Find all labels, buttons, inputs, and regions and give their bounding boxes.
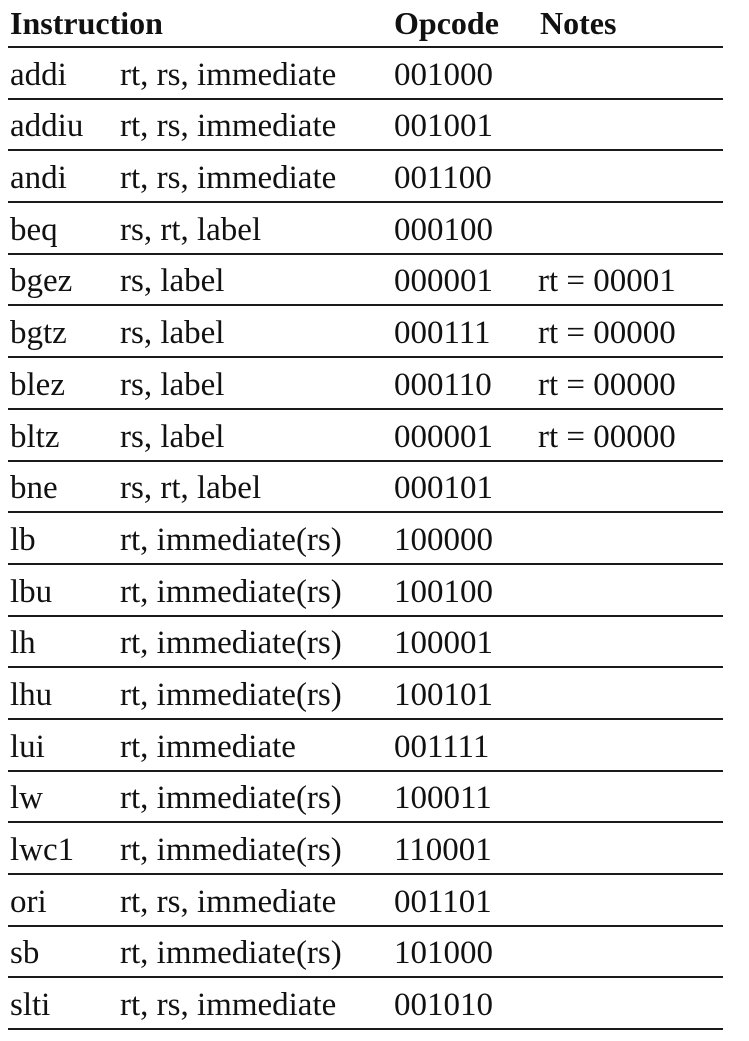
instruction-mnemonic: lb <box>10 521 36 558</box>
instruction-mnemonic: bgez <box>10 263 73 300</box>
opcode-value: 000101 <box>394 470 493 507</box>
instruction-operands: rt, immediate(rs) <box>120 832 342 868</box>
instruction-mnemonic: lui <box>10 728 45 765</box>
table-row <box>8 772 723 824</box>
instruction-operands: rt, rs, immediate <box>120 56 337 93</box>
instruction-operands: rt, rs, immediate <box>120 108 337 145</box>
table-row <box>8 358 723 410</box>
opcode-value: 001000 <box>394 56 493 93</box>
opcode-value: 001001 <box>394 108 493 145</box>
opcode-value: 001010 <box>394 987 493 1024</box>
instruction-operands: rs, label <box>120 315 225 352</box>
instruction-mnemonic: lwc1 <box>10 832 75 868</box>
instruction-mnemonic: ori <box>10 883 47 920</box>
opcode-value: 100100 <box>394 573 493 610</box>
opcode-value: 100001 <box>394 625 493 662</box>
table-row <box>8 513 723 565</box>
table-row <box>8 462 723 514</box>
opcode-value: 100101 <box>394 676 493 713</box>
opcode-value: 000001 <box>394 263 493 300</box>
instruction-mnemonic: andi <box>10 160 67 197</box>
opcode-value: 000110 <box>394 366 492 403</box>
notes-value: rt = 00000 <box>538 315 676 352</box>
instruction-operands: rt, rs, immediate <box>120 883 337 920</box>
opcode-value: 110001 <box>394 832 492 868</box>
table-row <box>8 48 723 100</box>
opcode-value: 100000 <box>394 521 493 558</box>
instruction-mnemonic: blez <box>10 366 65 403</box>
notes-value: rt = 00000 <box>538 418 676 455</box>
opcode-value: 100011 <box>394 780 492 817</box>
header-opcode: Opcode <box>394 5 499 41</box>
table-row <box>8 668 723 720</box>
table-row <box>8 823 723 875</box>
opcode-value: 001111 <box>394 728 490 765</box>
instruction-operands: rs, rt, label <box>120 211 262 248</box>
instruction-mnemonic: bltz <box>10 418 60 455</box>
table-row <box>8 565 723 617</box>
notes-value: rt = 00000 <box>538 366 676 403</box>
header-instruction: Instruction <box>10 5 163 41</box>
table-row <box>8 875 723 927</box>
notes-value: rt = 00001 <box>538 263 676 300</box>
table-row <box>8 203 723 255</box>
instruction-operands: rs, rt, label <box>120 470 262 507</box>
instruction-mnemonic: sb <box>10 935 40 972</box>
instruction-mnemonic: bgtz <box>10 315 67 352</box>
instruction-operands: rt, immediate(rs) <box>120 625 342 662</box>
instruction-operands: rs, label <box>120 366 225 403</box>
opcode-value: 000100 <box>394 211 493 248</box>
table-row <box>8 306 723 358</box>
opcode-value: 101000 <box>394 935 493 972</box>
instruction-operands: rt, rs, immediate <box>120 987 337 1024</box>
instruction-mnemonic: lw <box>10 780 43 817</box>
instruction-operands: rs, label <box>120 263 225 300</box>
instruction-mnemonic: slti <box>10 987 51 1024</box>
table-row <box>8 255 723 307</box>
instruction-mnemonic: addiu <box>10 108 84 145</box>
instruction-mnemonic: beq <box>10 211 58 248</box>
opcode-value: 000111 <box>394 315 491 352</box>
instruction-operands: rt, immediate(rs) <box>120 521 342 558</box>
instruction-mnemonic: bne <box>10 470 58 507</box>
instruction-operands: rs, label <box>120 418 225 455</box>
instruction-mnemonic: addi <box>10 56 67 93</box>
instruction-operands: rt, immediate(rs) <box>120 676 342 713</box>
table-row <box>8 151 723 203</box>
table-row <box>8 720 723 772</box>
table-row <box>8 100 723 152</box>
table-row <box>8 978 723 1030</box>
header-notes: Notes <box>540 5 617 41</box>
instruction-operands: rt, rs, immediate <box>120 160 337 197</box>
instruction-operands: rt, immediate(rs) <box>120 935 342 972</box>
instruction-mnemonic: lbu <box>10 573 53 610</box>
opcode-value: 001100 <box>394 160 492 197</box>
table-row <box>8 410 723 462</box>
opcode-value: 000001 <box>394 418 493 455</box>
opcode-value: 001101 <box>394 883 492 920</box>
instruction-operands: rt, immediate <box>120 728 296 765</box>
instruction-mnemonic: lhu <box>10 676 53 713</box>
instruction-mnemonic: lh <box>10 625 36 662</box>
table-header <box>8 0 723 48</box>
table-body <box>8 48 723 1030</box>
instruction-operands: rt, immediate(rs) <box>120 573 342 610</box>
instruction-operands: rt, immediate(rs) <box>120 780 342 817</box>
table-row <box>8 927 723 979</box>
opcode-table <box>8 0 723 1030</box>
table-row <box>8 617 723 669</box>
